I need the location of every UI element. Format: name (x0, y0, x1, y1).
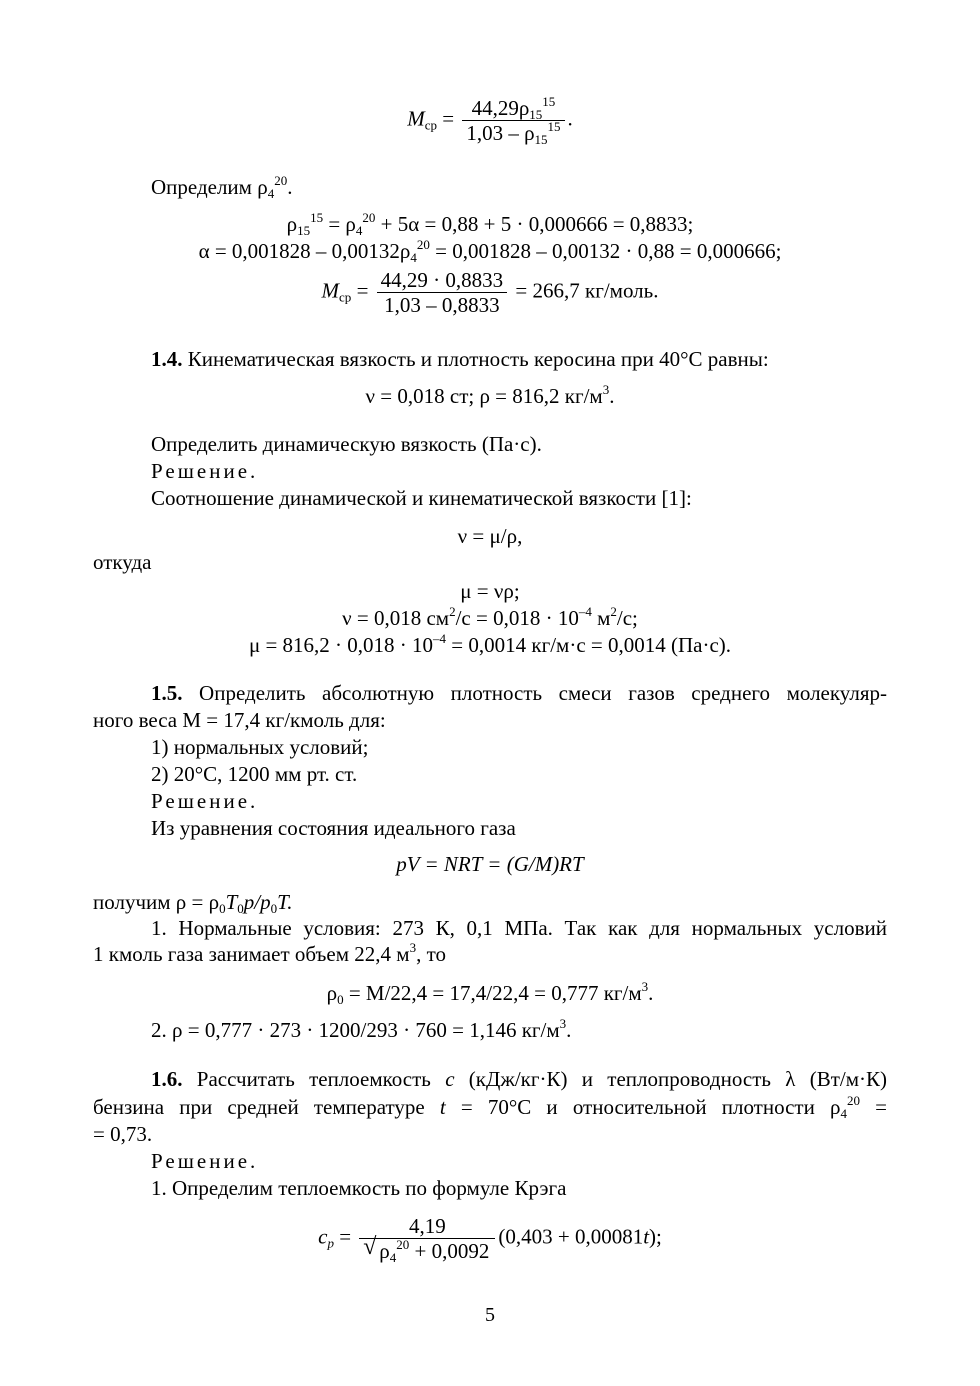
mcp-den-a: 1,03 – ρ (466, 121, 535, 145)
p14-given-sup: 3 (602, 382, 610, 397)
eq-rho15-a-sub: 15 (297, 223, 311, 238)
mcp-den-sub: 15 (534, 132, 548, 147)
problem-1-6-step1: 1. Определим теплоемкость по формуле Крэга (151, 1176, 567, 1200)
problem-1-6-number: 1.6. (151, 1067, 183, 1091)
problem-1-4-task: Определить динамическую вязкость (Па·с). (151, 432, 542, 456)
eq-alpha-a: α = 0,001828 – 0,00132ρ (198, 239, 411, 263)
p15-rho0-sub: 0 (337, 992, 344, 1007)
mcp2-lhs: M (321, 278, 340, 303)
mcp2-numerator: 44,29 · 0,8833 (377, 268, 508, 293)
cp-den-a: ρ (379, 1239, 390, 1263)
problem-1-5-solution-label: Решение. (151, 789, 259, 813)
eq-alpha-sup: 20 (416, 237, 430, 252)
problem-1-4-solution-label: Решение. (151, 459, 259, 483)
p15-get-b: T (225, 890, 238, 914)
mcp2-rhs: = 266,7 кг/моль. (515, 278, 659, 303)
problem-1-5-get (93, 889, 887, 916)
cp-denominator (359, 1234, 495, 1265)
problem-1-5-statement-line1 (93, 680, 887, 707)
p14-eq3-sup1: 2 (449, 604, 456, 619)
p15-get-d: T. (277, 890, 293, 914)
mcp-fraction (462, 96, 564, 145)
eq-rho15-b-sup: 20 (362, 210, 376, 225)
problem-1-5-state-eq: pV = NRT = (G/M)RT (396, 852, 584, 876)
cp-rhs-t: t (643, 1224, 650, 1249)
mcp-lhs: M (407, 106, 425, 131)
p15-get-sub1: 0 (219, 901, 226, 916)
p16-line2-end: = (859, 1095, 887, 1119)
para1-sub: 4 (267, 186, 275, 201)
problem-1-5-item1: 1) нормальных условий; (151, 735, 369, 759)
problem-1-4-given (93, 383, 887, 410)
p15-get-c: p/p (243, 890, 271, 914)
page-number: 5 (485, 1304, 495, 1326)
p16-line2-a: бензина при средней температуре (93, 1095, 440, 1119)
p15-get-sub2: 0 (237, 901, 244, 916)
p15-normal-a: 1 кмоль газа занимает объем 22,4 м (93, 942, 410, 966)
mcp2-denominator: 1,03 – 0,8833 (384, 293, 500, 317)
problem-1-6-line1 (93, 1066, 887, 1093)
p14-eq4-b: = 0,0014 кг/м·с = 0,0014 (Па·с). (446, 633, 732, 657)
problem-1-5-rho0 (93, 980, 887, 1007)
mcp2-lhs-sub: ср (339, 289, 352, 305)
p14-eq3-b: /с = 0,018 · 10 (455, 606, 579, 630)
problem-1-4-eq1: ν = μ/ρ, (457, 524, 523, 548)
eq-rho15-b: = ρ (323, 212, 356, 236)
p15-normal-sup: 3 (409, 940, 417, 955)
problem-1-4-statement (93, 346, 887, 373)
cp-den-sup: 20 (396, 1237, 410, 1252)
problem-1-4-eq2: μ = νρ; (460, 579, 520, 603)
cp-den-sub: 4 (389, 1250, 397, 1265)
p15-normal-b: , то (416, 942, 446, 966)
problem-1-5-case2 (93, 1017, 887, 1044)
p14-eq3-sup2: –4 (578, 604, 592, 619)
p16-line1-c: c (445, 1067, 455, 1091)
eq-rho15 (93, 211, 887, 238)
mcp-num-a: 44,29ρ (471, 96, 530, 120)
eq-rho15-a-sup: 15 (310, 210, 324, 225)
problem-1-4-number: 1.4. (151, 347, 183, 371)
p15-rho0-end: . (648, 981, 654, 1005)
p14-eq4-sup: –4 (433, 631, 447, 646)
cp-sqrt (363, 1234, 491, 1265)
formula-cp: $c_p$ = 4,19 √ $\rho_4^{20} + 0,0092$ (0,403 + 0,00081t); (318, 1214, 662, 1265)
eq-alpha (93, 238, 887, 265)
mcp-end: . (567, 106, 573, 131)
eq-alpha-b: = 0,001828 – 0,00132 · 0,88 = 0,000666; (429, 239, 782, 263)
cp-fraction (359, 1214, 495, 1263)
sqrt-icon: √ (363, 1234, 377, 1260)
problem-1-4-whence: откуда (93, 550, 152, 574)
problem-1-5-normal-line2 (93, 941, 887, 968)
eq-rho15-b-sub: 4 (355, 223, 363, 238)
p14-given-end: . (609, 384, 615, 408)
p15-case2-sup: 3 (559, 1016, 567, 1031)
problem-1-5-statement-line2: ного веса М = 17,4 кг/кмоль для: (93, 708, 386, 732)
p14-eq3-a: ν = 0,018 см (342, 606, 450, 630)
cp-rhs-b: ); (649, 1224, 662, 1249)
mcp-numerator (462, 96, 564, 121)
eq-rho15-c: + 5α = 0,88 + 5 · 0,000666 = 0,8833; (375, 212, 694, 236)
mcp-denominator (462, 121, 564, 145)
para1-end: . (287, 175, 293, 199)
p15-rho0-b: = М/22,4 = 17,4/22,4 = 0,777 кг/м (343, 981, 642, 1005)
problem-1-5-from-eq: Из уравнения состояния идеального газа (151, 816, 516, 840)
problem-1-5-normal-line1: 1. Нормальные условия: 273 К, 0,1 МПа. Так как для нормальных условий (151, 916, 887, 940)
formula-mcp: $M_{ср}$ = $\frac{44,29\rho_{15}^{15}}{1,03 - \rho_{15}^{15}}$ . (407, 94, 573, 147)
p16-line2-sub: 4 (840, 1106, 847, 1121)
eq-rho15-a: ρ (286, 212, 298, 236)
cp-lhs: c (318, 1224, 328, 1249)
p16-line2-t: t (439, 1095, 446, 1119)
problem-1-4-text: Кинематическая вязкость и плотность керосина при 40°С равны: (182, 347, 769, 371)
problem-1-6-solution-label: Решение. (151, 1149, 259, 1173)
p14-eq3-d: /с; (616, 606, 638, 630)
para1-sup: 20 (274, 173, 288, 188)
p15-get-sub3: 0 (270, 901, 278, 916)
p16-line1-a: Рассчитать теплоемкость (182, 1067, 446, 1091)
cp-radicand (377, 1238, 491, 1263)
p16-line2-sup: 20 (846, 1093, 860, 1108)
p14-eq3-c: м (591, 606, 611, 630)
p14-eq4-a: μ = 816,2 · 0,018 · 10 (248, 633, 434, 657)
p16-line1-b: (кДж/кг·К) и теплопроводность λ (Вт/м·К) (454, 1067, 888, 1091)
eq-alpha-sub: 4 (410, 250, 417, 265)
para1-text: Определим ρ (151, 175, 268, 199)
cp-rhs-a: (0,403 + 0,00081 (498, 1224, 644, 1249)
cp-lhs-sub: p (327, 1235, 334, 1251)
p15-case2-a: 2. ρ = 0,777 · 273 · 1200/293 · 760 = 1,146 кг/м (151, 1018, 560, 1042)
eq-mcp-numeric: $M_{ср}$ = $\frac{44,29 \cdot 0,8833}{1,03 - 0,8833}$ = 266,7 кг/моль. (321, 268, 659, 317)
p15-rho0-a: ρ (326, 981, 338, 1005)
problem-1-5-number: 1.5. (151, 681, 183, 705)
problem-1-5-text-line1: Определить абсолютную плотность смеси газов среднего молекуляр- (182, 681, 887, 705)
cp-numerator: 4,19 (359, 1214, 495, 1239)
problem-1-6-line3: = 0,73. (93, 1122, 153, 1146)
problem-1-6-line2 (93, 1094, 887, 1121)
mcp-num-sup: 15 (542, 94, 556, 109)
mcp-num-sub: 15 (529, 107, 543, 122)
p14-eq3-sup3: 2 (610, 604, 617, 619)
problem-1-5-item2: 2) 20°С, 1200 мм рт. ст. (151, 762, 358, 786)
mcp-den-sup: 15 (547, 119, 561, 134)
para-define-rho (93, 174, 887, 201)
cp-den-b: + 0,0092 (409, 1239, 490, 1263)
p14-given: ν = 0,018 ст; ρ = 816,2 кг/м (365, 384, 603, 408)
problem-1-4-relation: Соотношение динамической и кинематической вязкости [1]: (151, 486, 692, 510)
mcp2-fraction (377, 268, 508, 317)
problem-1-4-eq3 (93, 605, 887, 632)
p15-get-a: получим ρ = ρ (93, 890, 220, 914)
p16-line2-b: = 70°С и относительной плотности ρ (445, 1095, 841, 1119)
p15-case2-end: . (566, 1018, 572, 1042)
mcp-lhs-sub: ср (424, 117, 437, 133)
problem-1-4-eq4 (93, 632, 887, 659)
p15-rho0-sup: 3 (641, 979, 649, 994)
